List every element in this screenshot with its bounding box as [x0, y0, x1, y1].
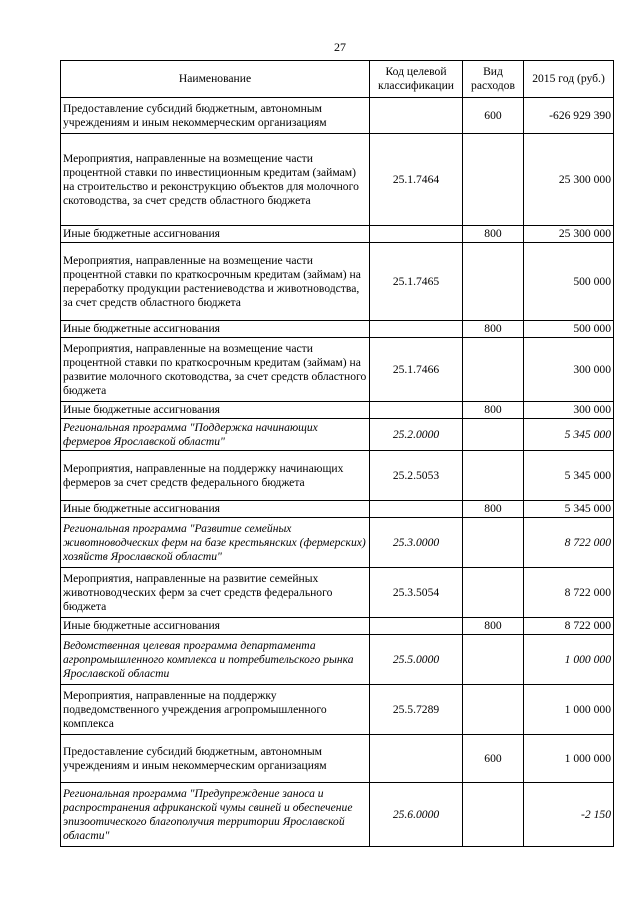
row-kind-cell: [463, 635, 524, 685]
row-code-cell: [370, 501, 463, 518]
table-row: [61, 735, 614, 783]
row-code-cell: [370, 618, 463, 635]
row-kind-cell: [463, 134, 524, 226]
row-code-cell: 25.2.5053: [370, 451, 463, 501]
row-kind-cell: [463, 518, 524, 568]
table-row: [61, 635, 614, 685]
row-code-cell: 25.1.7466: [370, 338, 463, 402]
row-name-cell: Иные бюджетные ассигнования: [61, 321, 370, 338]
row-sum-cell: 1 000 000: [524, 635, 614, 685]
page-number: 27: [334, 40, 346, 54]
row-code-cell: 25.3.0000: [370, 518, 463, 568]
row-name-cell: Иные бюджетные ассигнования: [61, 402, 370, 419]
row-kind-cell: 800: [463, 402, 524, 419]
row-sum-cell: 500 000: [524, 243, 614, 321]
row-name-cell: Мероприятия, направленные на возмещение части процентной ставки по краткосрочным кредитам (займам) на переработку продукции растениеводства и животноводства, за счет средств областного бюджета: [61, 243, 370, 321]
row-sum-cell: 300 000: [524, 402, 614, 419]
table-row: [61, 243, 614, 321]
row-name-cell: Иные бюджетные ассигнования: [61, 226, 370, 243]
row-sum-cell: -626 929 390: [524, 98, 614, 134]
row-sum-cell: 25 300 000: [524, 226, 614, 243]
row-kind-cell: 800: [463, 618, 524, 635]
table-row: [61, 501, 614, 518]
row-name-cell: Мероприятия, направленные на поддержку начинающих фермеров за счет средств федерального бюджета: [61, 451, 370, 501]
row-kind-cell: [463, 243, 524, 321]
row-name-cell: Ведомственная целевая программа департамента агропромышленного комплекса и потребительского рынка Ярославской области: [61, 635, 370, 685]
row-code-cell: 25.2.0000: [370, 419, 463, 451]
row-code-cell: 25.6.0000: [370, 783, 463, 847]
row-sum-cell: 5 345 000: [524, 451, 614, 501]
row-kind-cell: [463, 338, 524, 402]
row-sum-cell: -2 150: [524, 783, 614, 847]
row-name-cell: Региональная программа "Поддержка начинающих фермеров Ярославской области": [61, 419, 370, 451]
row-kind-cell: 600: [463, 735, 524, 783]
budget-table: [60, 60, 614, 847]
table-row: [61, 402, 614, 419]
row-kind-cell: 600: [463, 98, 524, 134]
table-row: [61, 338, 614, 402]
header-sum: 2015 год (руб.): [524, 61, 614, 98]
table-row: [61, 226, 614, 243]
row-kind-cell: [463, 451, 524, 501]
row-sum-cell: 25 300 000: [524, 134, 614, 226]
table-row: [61, 134, 614, 226]
row-kind-cell: [463, 568, 524, 618]
row-name-cell: Иные бюджетные ассигнования: [61, 501, 370, 518]
row-sum-cell: 8 722 000: [524, 568, 614, 618]
header-kind: Вид расходов: [463, 61, 524, 98]
row-name-cell: Мероприятия, направленные на возмещение части процентной ставки по инвестиционным кредитам (займам) на строительство и реконструкцию объектов для молочного скотоводства, за счет средств областного бюджета: [61, 134, 370, 226]
row-code-cell: [370, 321, 463, 338]
row-name-cell: Иные бюджетные ассигнования: [61, 618, 370, 635]
row-kind-cell: 800: [463, 226, 524, 243]
table-row: [61, 98, 614, 134]
table-row: [61, 451, 614, 501]
row-name-cell: Региональная программа "Предупреждение заноса и распространения африканской чумы свиней и обеспечение эпизоотического благополучия территории Ярославской области": [61, 783, 370, 847]
table-row: [61, 518, 614, 568]
row-code-cell: 25.5.7289: [370, 685, 463, 735]
row-code-cell: 25.1.7465: [370, 243, 463, 321]
row-sum-cell: 5 345 000: [524, 419, 614, 451]
row-sum-cell: 8 722 000: [524, 618, 614, 635]
row-code-cell: 25.5.0000: [370, 635, 463, 685]
table-header-row: [61, 61, 614, 98]
table-row: [61, 568, 614, 618]
row-kind-cell: 800: [463, 321, 524, 338]
table-row: [61, 685, 614, 735]
row-code-cell: [370, 402, 463, 419]
row-sum-cell: 5 345 000: [524, 501, 614, 518]
header-code: Код целевой классификации: [370, 61, 463, 98]
row-kind-cell: 800: [463, 501, 524, 518]
table-row: [61, 419, 614, 451]
row-sum-cell: 1 000 000: [524, 735, 614, 783]
row-name-cell: Мероприятия, направленные на развитие семейных животноводческих ферм за счет средств федерального бюджета: [61, 568, 370, 618]
row-sum-cell: 8 722 000: [524, 518, 614, 568]
row-name-cell: Региональная программа "Развитие семейных животноводческих ферм на базе крестьянских (фермерских) хозяйств Ярославской области": [61, 518, 370, 568]
row-code-cell: [370, 98, 463, 134]
table-row: [61, 783, 614, 847]
row-code-cell: 25.3.5054: [370, 568, 463, 618]
table-row: [61, 618, 614, 635]
row-kind-cell: [463, 419, 524, 451]
row-code-cell: [370, 226, 463, 243]
row-name-cell: Мероприятия, направленные на поддержку подведомственного учреждения агропромышленного комплекса: [61, 685, 370, 735]
row-code-cell: 25.1.7464: [370, 134, 463, 226]
row-kind-cell: [463, 685, 524, 735]
row-sum-cell: 500 000: [524, 321, 614, 338]
row-code-cell: [370, 735, 463, 783]
row-name-cell: Предоставление субсидий бюджетным, автономным учреждениям и иным некоммерческим организациям: [61, 98, 370, 134]
row-sum-cell: 1 000 000: [524, 685, 614, 735]
table-row: [61, 321, 614, 338]
row-sum-cell: 300 000: [524, 338, 614, 402]
header-name: Наименование: [61, 61, 370, 98]
row-name-cell: Мероприятия, направленные на возмещение части процентной ставки по краткосрочным кредитам (займам) на развитие молочного скотоводства, за счет средств областного бюджета: [61, 338, 370, 402]
row-kind-cell: [463, 783, 524, 847]
row-name-cell: Предоставление субсидий бюджетным, автономным учреждениям и иным некоммерческим организациям: [61, 735, 370, 783]
